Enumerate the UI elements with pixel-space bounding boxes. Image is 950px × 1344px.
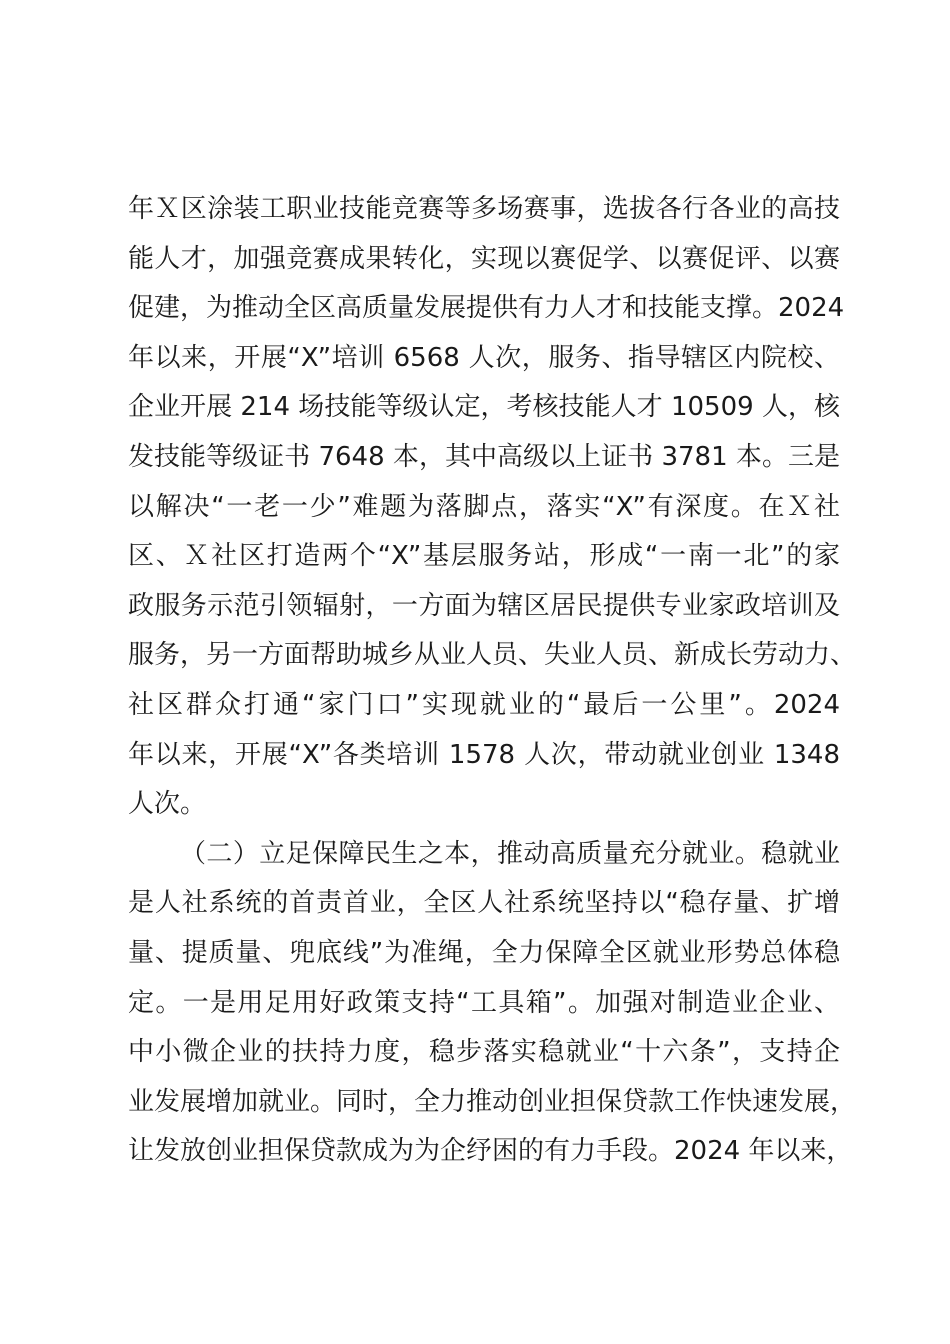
- text-line: 业发展增加就业。同时，全力推动创业担保贷款工作快速发展，: [128, 1086, 857, 1117]
- text-line: 服务，另一方面帮助城乡从业人员、失业人员、新成长劳动力、: [128, 640, 857, 671]
- text-line: 政服务示范引领辐射，一方面为辖区居民提供专业家政培训及: [128, 590, 840, 621]
- text-line: 促建，为推动全区高质量发展提供有力人才和技能支撑。2024: [128, 293, 845, 324]
- text-line: 年以来，开展“X”培训 6568 人次，服务、指导辖区内院校、: [128, 342, 840, 373]
- text-line: 人次。: [128, 789, 207, 820]
- text-line: 年Ｘ区涂装工职业技能竞赛等多场赛事，选拔各行各业的高技: [128, 194, 840, 224]
- text-line: 能人才，加强竞赛成果转化，实现以赛促学、以赛促评、以赛: [128, 243, 840, 274]
- text-line: 社区群众打通“家门口”实现就业的“最后一公里”。2024: [128, 689, 840, 720]
- text-line: 中小微企业的扶持力度，稳步落实稳就业“十六条”，支持企: [128, 1037, 840, 1068]
- text-line: 量、提质量、兜底线”为准绳，全力保障全区就业形势总体稳: [128, 937, 840, 968]
- text-line: 让发放创业担保贷款成为为企纾困的有力手段。2024 年以来，: [128, 1136, 853, 1167]
- body-text: [128, 185, 857, 1177]
- text-line: 定。一是用足用好政策支持“工具箱”。加强对制造业企业、: [128, 987, 840, 1018]
- text-line: 企业开展 214 场技能等级认定，考核技能人才 10509 人，核: [128, 392, 840, 423]
- text-line: 发技能等级证书 7648 本，其中高级以上证书 3781 本。三是: [128, 441, 840, 472]
- text-line: 是人社系统的首责首业，全区人社系统坚持以“稳存量、扩增: [128, 888, 840, 919]
- text-line: 区、Ｘ社区打造两个“X”基层服务站，形成“一南一北”的家: [128, 541, 840, 572]
- section-heading-line: （二）立足保障民生之本，推动高质量充分就业。稳就业: [180, 838, 840, 869]
- text-line: 年以来，开展“X”各类培训 1578 人次，带动就业创业 1348: [128, 739, 840, 770]
- text-line: 以解决“一老一少”难题为落脚点，落实“X”有深度。在Ｘ社: [128, 491, 840, 522]
